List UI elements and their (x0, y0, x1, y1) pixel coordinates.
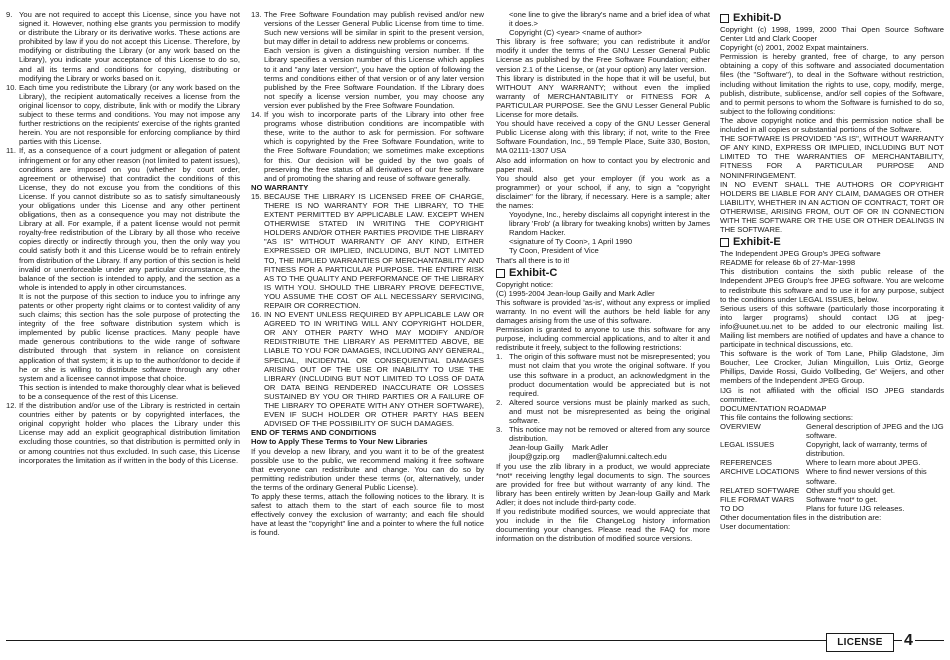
paragraph: Copyright (c) 1998, 1999, 2000 Thai Open Source Software Center Ltd and Clark Cooper (720, 25, 944, 44)
license-item-16: 16. IN NO EVENT UNLESS REQUIRED BY APPLICABLE LAW OR AGREED TO IN WRITING WILL ANY COPYRIGHT HOLDER, OR ANY OTHER PARTY WHO MAY MODIFY AND/OR REDISTRIBUTE THE LIBRARY AS PERMITTED ABOVE, BE LIABLE TO YOU FOR DAMAGES, INCLUDING ANY GENERAL, SPECIAL, INCIDENTAL OR CONSEQUENTIAL DAMAGES ARISING OUT OF THE USE OR INABILITY TO USE THE LIBRARY (INCLUDING BUT NOT LIMITED TO LOSS OF DATA OR DATA BEING RENDERED INACCURATE OR LOSSES SUSTAINED BY YOU OR THIRD PARTIES OR A FAILURE OF THE LIBRARY TO OPERATE WITH ANY OTHER SOFTWARE), EVEN IF SUCH HOLDER OR OTHER PARTY HAS BEEN ADVISED OF THE POSSIBILITY OF SUCH DAMAGES. (251, 310, 484, 429)
roadmap-row: OVERVIEW General description of JPEG and the IJG software. (720, 421, 944, 441)
paragraph: Copyright notice: (496, 279, 553, 289)
column-2 (251, 10, 484, 608)
paragraph: IN NO EVENT SHALL THE AUTHORS OR COPYRIGHT HOLDERS BE LIABLE FOR ANY CLAIM, DAMAGES OR OTHER LIABILITY, WHETHER IN AN ACTION OF CONTRACT, TORT OR OTHERWISE, ARISING FROM, OUT OF OR IN CONNECTION WITH THE SOFTWARE OR THE USE OR OTHER DEALINGS IN THE SOFTWARE. (720, 179, 944, 235)
section-heading: DOCUMENTATION ROADMAP (720, 403, 827, 413)
paragraph: This distribution contains the sixth public release of the Independent JPEG Group's free JPEG software. You are welcome to redistribute this software and to use it for any purpose, subject to the conditions under LEGAL ISSUES, below. (720, 267, 944, 304)
paragraph: This software is provided 'as-is', without any express or implied warranty. In no event will the authors be held liable for any damages arising from the use of this software. (496, 297, 710, 325)
roadmap-row: RELATED SOFTWARE Other stuff you should get. (720, 485, 895, 495)
roadmap-row: FILE FORMAT WARS Software *not* to get. (720, 494, 878, 504)
list-item: 2. Altered source versions must be plainly marked as such, and must not be misrepresented as being the original software. (496, 397, 710, 426)
column-1 (6, 10, 240, 608)
paragraph: THE SOFTWARE IS PROVIDED "AS IS", WITHOUT WARRANTY OF ANY KIND, EXPRESS OR IMPLIED, INCLUDING BUT NOT LIMITED TO THE WARRANTIES OF MERCHANTABILITY, FITNESS FOR A PARTICULAR PURPOSE AND NONINFRINGEMENT. (720, 134, 944, 180)
paragraph: Copyright (c) 2001, 2002 Expat maintainers. (720, 43, 869, 53)
license-item-12: 12. If the distribution and/or use of the Library is restricted in certain countries either by patents or by copyrighted interfaces, the original copyright holder who places the Library under this License may add an explicit geographical distribution limitation excluding those countries, so that distribution is permitted only in or among countries not thus excluded. In such case, this License incorporates the limitation as if written in the body of this License. (6, 401, 240, 465)
paragraph: Copyright (C) <year> <name of author> (509, 28, 642, 38)
column-4 (720, 10, 944, 608)
paragraph: This file contains the following sections: (720, 412, 853, 422)
section-heading: NO WARRANTY (251, 182, 309, 192)
list-item: 1. The origin of this software must not be misrepresented; you must not claim that you wrote the original software. If you use this software in a product, an acknowledgment in the product documentation would be appreciated but is not required. (496, 352, 710, 398)
exhibit-e-heading: Exhibit-E (720, 236, 944, 249)
paragraph: Yoyodyne, Inc., hereby disclaims all copyright interest in the library 'Frob' (a library for tweaking knobs) written by James Random Hacker. (509, 210, 710, 238)
paragraph: You should also get your employer (if you work as a programmer) or your school, if any, to sign a "copyright disclaimer" for the library, if necessary. Here is a sample; alter the names: (496, 173, 710, 210)
paragraph: To apply these terms, attach the following notices to the library. It is safest to attach them to the start of each source file to most effectively convey the exclusion of warranty; and each file should have at least the "copyright" line and a pointer to where the full notice is found. (251, 491, 484, 538)
paragraph: <signature of Ty Coon>, 1 April 1990 (509, 237, 633, 247)
footer-section-label: LICENSE (826, 633, 894, 652)
section-heading: END OF TERMS AND CONDITIONS (251, 428, 377, 438)
list-item: 3. This notice may not be removed or altered from any source distribution. (496, 425, 710, 444)
license-item-11: 11. If, as a consequence of a court judgment or allegation of patent infringement or for any other reason (not limited to patent issues), conditions are imposed on you (whether by court order, agreement or otherwise) that contradict the conditions of this License, they do not excuse you from the conditions of this License. If you cannot distribute so as to satisfy simultaneously your obligations under this License and any other pertinent obligations, then as a consequence you may not distribute the Library at all. For example, if a patent license would not permit royalty-free redistribution of the Library by all those who receive copies directly or indirectly through you, then the only way you could satisfy both it and this License would be to refrain entirely from distribution of the Library. If any portion of this section is held invalid or unenforceable under any particular circumstance, the balance of the section is intended to apply, and the section as a whole is intended to apply in other circumstances. (6, 146, 240, 292)
paragraph: This library is distributed in the hope that it will be useful, but WITHOUT ANY WARRANTY; without even the implied warranty of MERCHANTABILITY or FITNESS FOR A PARTICULAR PURPOSE. See the GNU Lesser General Public License for more details. (496, 73, 710, 120)
paragraph: <one line to give the library's name and a brief idea of what it does.> (509, 10, 710, 29)
license-item-15: 15. BECAUSE THE LIBRARY IS LICENSED FREE OF CHARGE, THERE IS NO WARRANTY FOR THE LIBRARY, TO THE EXTENT PERMITTED BY APPLICABLE LAW. EXCEPT WHEN OTHERWISE STATED IN WRITING THE COPYRIGHT HOLDERS AND/OR OTHER PARTIES PROVIDE THE LIBRARY "AS IS" WITHOUT WARRANTY OF ANY KIND, EITHER EXPRESSED OR IMPLIED, INCLUDING, BUT NOT LIMITED TO, THE IMPLIED WARRANTIES OF MERCHANTABILITY AND FITNESS FOR A PARTICULAR PURPOSE. THE ENTIRE RISK AS TO THE QUALITY AND PERFORMANCE OF THE LIBRARY IS WITH YOU. SHOULD THE LIBRARY PROVE DEFECTIVE, YOU ASSUME THE COST OF ALL NECESSARY SERVICING, REPAIR OR CORRECTION. (251, 191, 484, 310)
roadmap-row: ARCHIVE LOCATIONS Where to find newer versions of this software. (720, 467, 927, 486)
paragraph: Permission is hereby granted, free of charge, to any person obtaining a copy of this software and associated documentation files (the "Software"), to deal in the Software without restriction, including without limitation the rights to use, copy, modify, merge, publish, distribute, sublicense, and/or sell copies of the Software, and to permit persons to whom the Software is furnished to do so, subject to the following conditions: (720, 52, 944, 116)
paragraph: Permission is granted to anyone to use this software for any purpose, including commercial applications, and to alter it and redistribute it freely, subject to the following restrictions: (496, 325, 710, 353)
signature-line: Jean-loup Gailly Mark Adler (509, 443, 609, 453)
paragraph: You should have received a copy of the GNU Lesser General Public License along with this library; if not, write to the Free Software Foundation, Inc., 59 Temple Place, Suite 330, Boston, MA 02111-1307 USA (496, 119, 710, 156)
paragraph: Ty Coon, President of Vice (509, 246, 599, 256)
roadmap-row: TO DO Plans for future IJG releases. (720, 503, 905, 513)
checkbox-square-icon (720, 238, 729, 247)
paragraph: If you use the zlib library in a product, we would appreciate *not* receiving lengthy legal documents to sign. The sources are provided for free but without warranty of any kind. The library has been entirely written by Jean-loup Gailly and Mark Adler; it does not include third-party code. (496, 461, 710, 507)
paragraph: This section is intended to make thoroughly clear what is believed to be a consequence of the rest of this License. (19, 382, 240, 401)
subtitle: The Independent JPEG Group's JPEG software (720, 249, 881, 259)
license-item-13: 13. The Free Software Foundation may publish revised and/or new versions of the Lesser General Public License from time to time. Such new versions will be similar in spirit to the present version, but may differ in detail to address new problems or concerns. (251, 10, 484, 47)
paragraph: Serious users of this software (particularly those incorporating it into larger programs) should contact IJG at jpeg-info@uunet.uu.net to be added to our electronic mailing list. Mailing list members are notified of updates and have a chance to participate in technical discussions, etc. (720, 303, 944, 350)
paragraph: It is not the purpose of this section to induce you to infringe any patents or other property right claims or to contest validity of any such claims; this section has the sole purpose of protecting the integrity of the free software distribution system which is implemented by public license practices. Many people have made generous contributions to the wide range of software distributed through that system in reliance on consistent application of that system; it is up to the author/donor to decide if he or she is willing to distribute software through any other system and a licensee cannot impose that choice. (19, 291, 240, 383)
paragraph: Also add information on how to contact you by electronic and paper mail. (496, 155, 710, 174)
column-3 (496, 10, 710, 608)
section-heading: How to Apply These Terms to Your New Libraries (251, 437, 428, 447)
paragraph: The above copyright notice and this permission notice shall be included in all copies or substantial portions of the Software. (720, 115, 944, 135)
exhibit-c-heading: Exhibit-C (496, 267, 710, 280)
paragraph: This library is free software; you can redistribute it and/or modify it under the terms of the GNU Lesser General Public License as published by the Free Software Foundation; either version 2.1 of the License, or (at your option) any later version. (496, 37, 710, 74)
paragraph: User documentation: (720, 521, 791, 531)
roadmap-row: REFERENCES Where to learn more about JPEG. (720, 458, 921, 468)
paragraph: That's all there is to it! (496, 255, 570, 265)
paragraph: This software is the work of Tom Lane, Philip Gladstone, Jim Boucher, Lee Crocker, Julian Minguillon, Luis Ortiz, George Phillips, Davide Rossi, Guido Vollbeding, Ge' Weijers, and other members of the Independent JPEG Group. (720, 349, 944, 386)
footer-rule (6, 640, 944, 641)
page-number: 4 (904, 632, 913, 649)
checkbox-square-icon (496, 269, 505, 278)
paragraph: Other documentation files in the distribution are: (720, 512, 882, 522)
paragraph: Each version is given a distinguishing version number. If the Library specifies a version number of this License which applies to it and "any later version", you have the option of following the terms and conditions either of that version or of any later version published by the Free Software Foundation. If the Library does not specify a license version number, you may choose any version ever published by the Free Software Foundation. (264, 46, 484, 110)
paragraph: (C) 1995-2004 Jean-loup Gailly and Mark Adler (496, 288, 655, 298)
license-item-10: 10. Each time you redistribute the Library (or any work based on the Library), the recipient automatically receives a license from the original licensor to copy, distribute, link with or modify the Library subject to these terms and conditions. You may not impose any further restrictions on the recipients' exercise of the rights granted herein. You are not responsible for enforcing compliance by third parties with this License. (6, 82, 240, 147)
paragraph: If you develop a new library, and you want it to be of the greatest possible use to the public, we recommend making it free software that everyone can redistribute and change. You can do so by permitting redistribution under these terms (or, alternatively, under the terms of the ordinary General Public License). (251, 446, 484, 492)
license-item-9: 9. You are not required to accept this License, since you have not signed it. However, nothing else grants you permission to modify or distribute the Library or its derivative works. These actions are prohibited by law if you do not accept this License. Therefore, by modifying or distributing the Library (or any work based on the Library), you indicate your acceptance of this License to do so, and all its terms and conditions for copying, distributing or modifying the Library or works based on it. (6, 10, 240, 83)
license-item-14: 14. If you wish to incorporate parts of the Library into other free programs whose distribution conditions are incompatible with these, write to the author to ask for permission. For software which is copyrighted by the Free Software Foundation, write to the Free Software Foundation; we sometimes make exceptions for this. Our decision will be guided by the two goals of preserving the free status of all derivatives of our free software and of promoting the sharing and reuse of software generally. (251, 110, 484, 183)
signature-line: jloup@gzip.org madler@alumni.caltech.edu (509, 452, 667, 462)
roadmap-row: LEGAL ISSUES Copyright, lack of warranty, terms of distribution. (720, 440, 927, 459)
exhibit-d-heading: Exhibit-D (720, 12, 944, 25)
paragraph: README for release 6b of 27-Mar-1998 (720, 258, 856, 268)
checkbox-square-icon (720, 14, 729, 23)
paragraph: If you redistribute modified sources, we would appreciate that you include in the file ChangeLog history information documenting your changes. Please read the FAQ for more information on the distribution of modified source versions. (496, 506, 710, 544)
paragraph: IJG is not affiliated with the official ISO JPEG standards committee. (720, 385, 944, 404)
